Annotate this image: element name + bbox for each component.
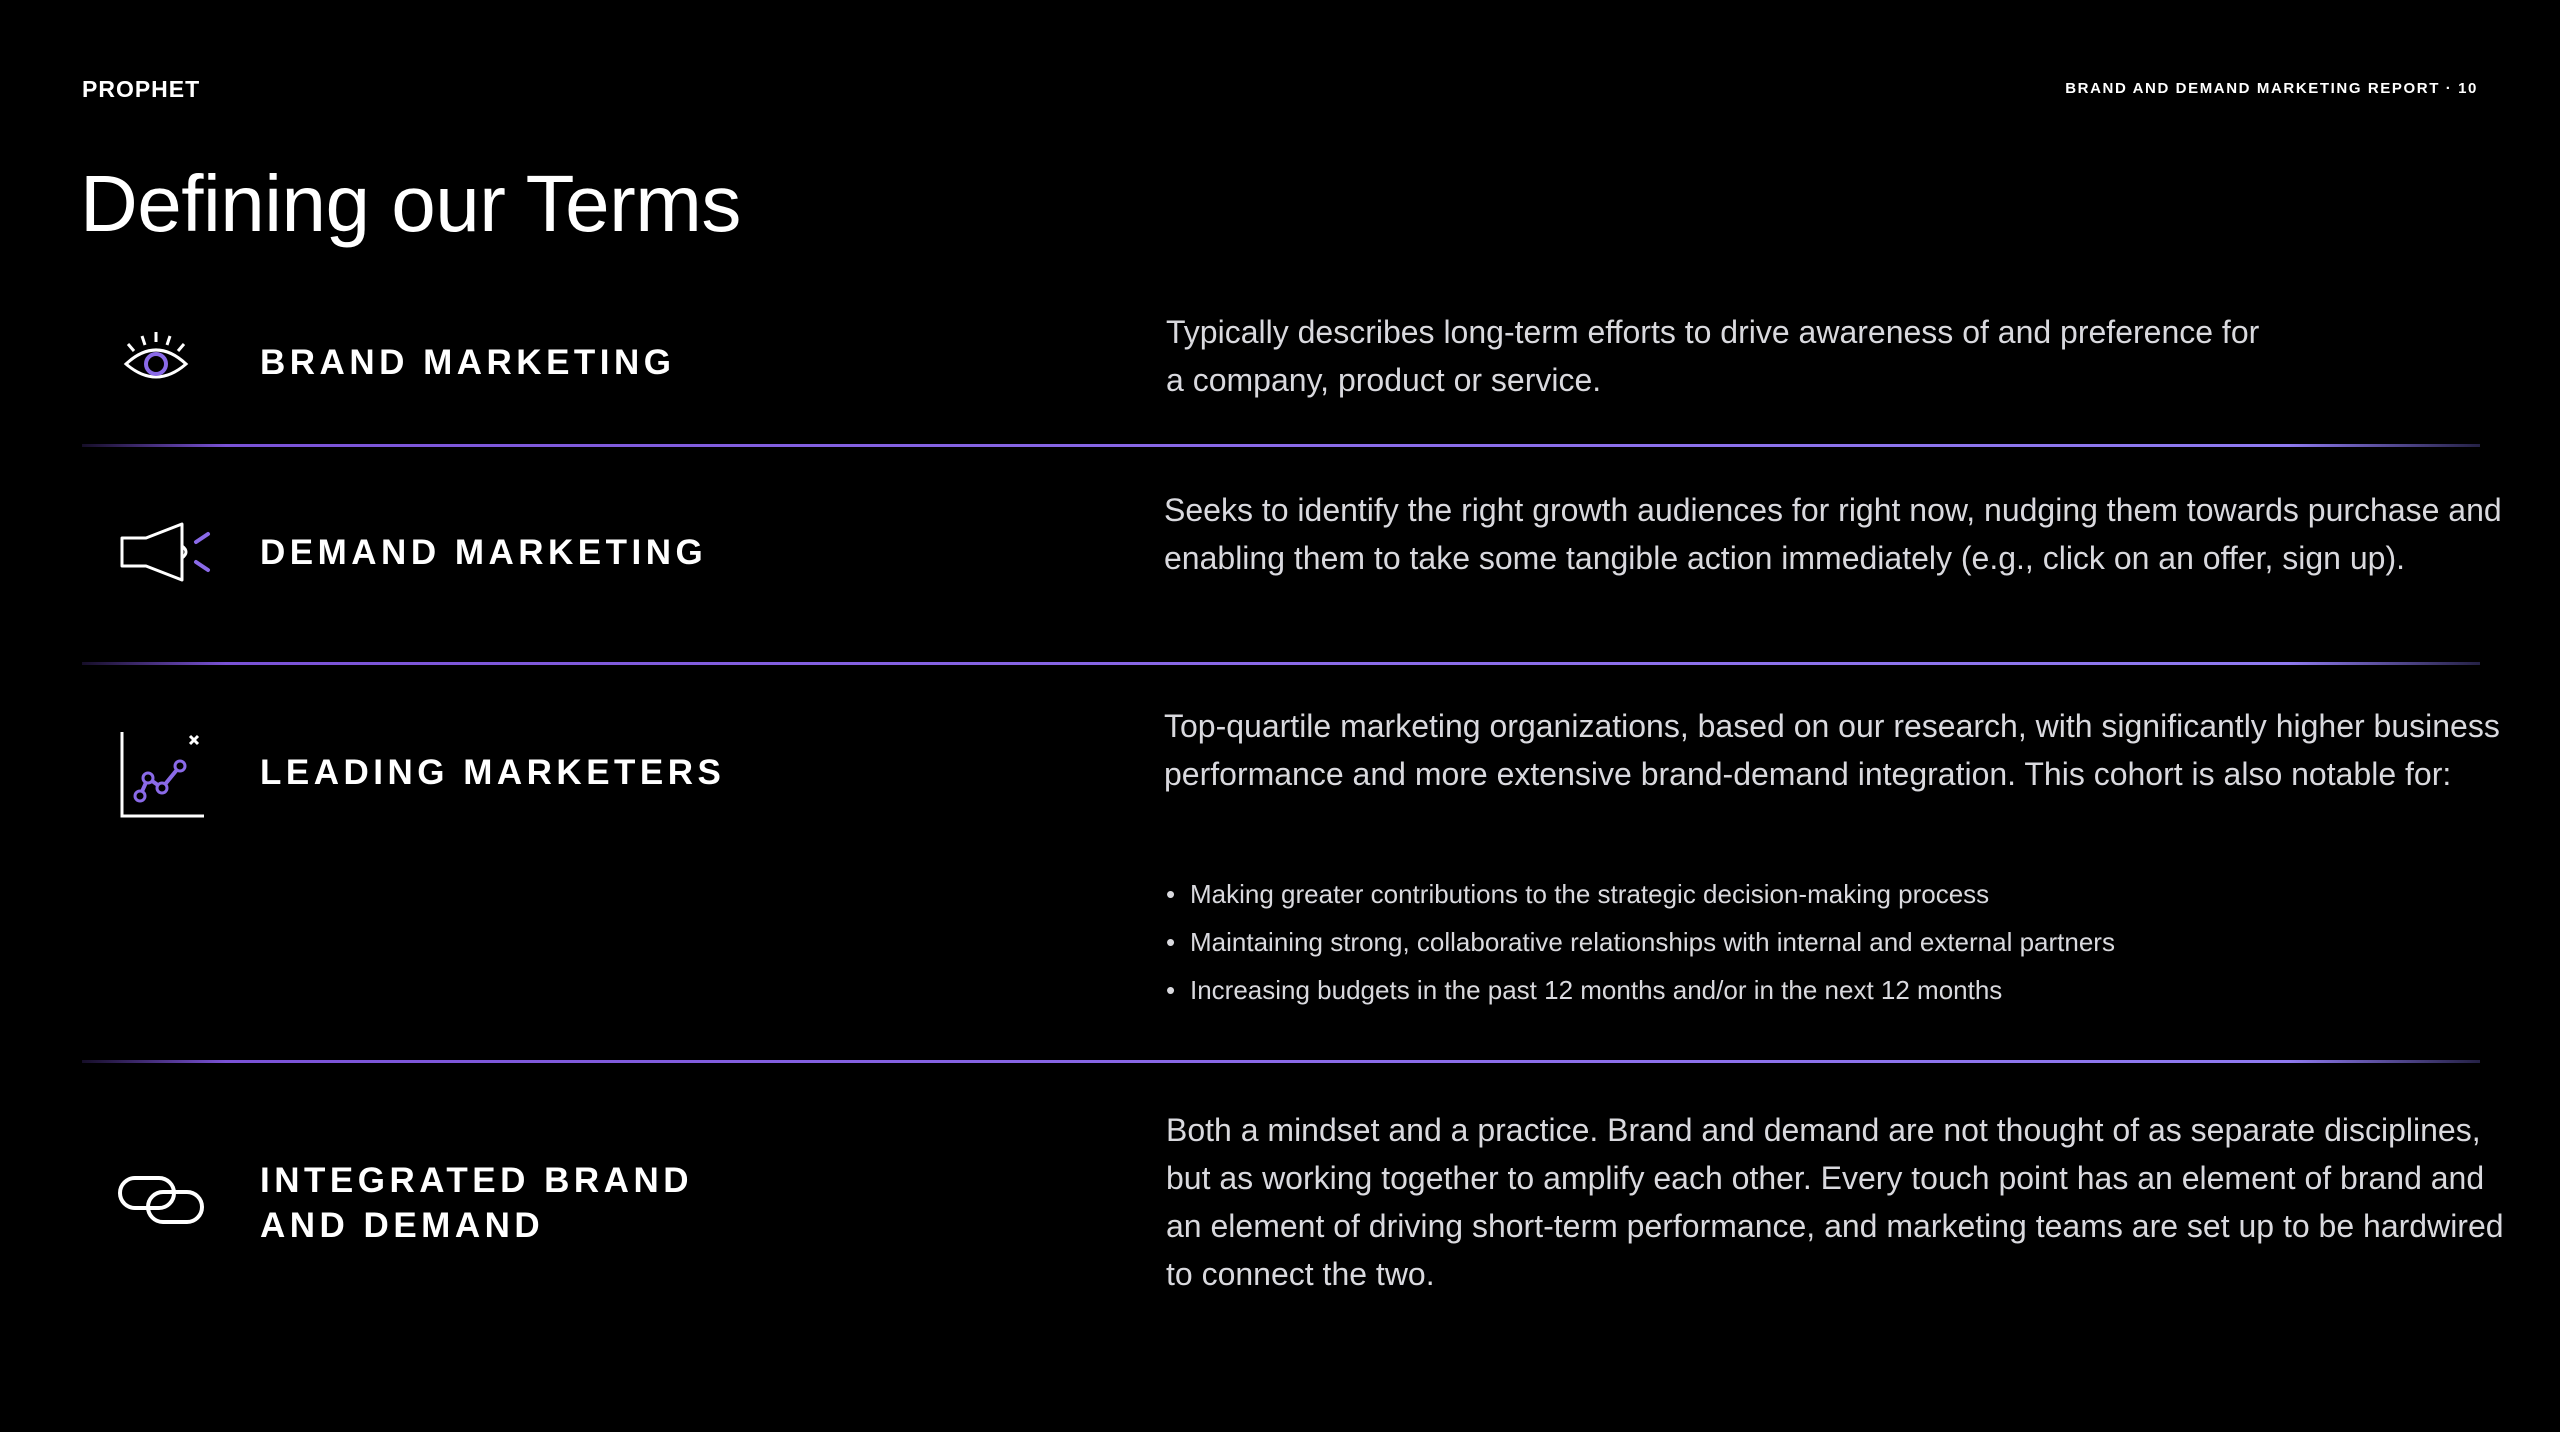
row-divider — [82, 444, 2480, 447]
eye-icon — [118, 328, 194, 388]
term-description: Both a mindset and a practice. Brand and demand are not thought of as separate disciplines, but as working together to amplify each other. Every touch point has an element of brand and an element of driving short-term performance, and marketing teams are set up to be hardwired to connect the two. — [1166, 1112, 2504, 1292]
report-page-label: BRAND AND DEMAND MARKETING REPORT · 10 — [2065, 80, 2478, 97]
chain-link-icon — [116, 1172, 206, 1228]
list-item: • Making greater contributions to the strategic decision-making process — [1166, 870, 2466, 918]
line-chart-icon — [118, 728, 208, 820]
list-item: • Maintaining strong, collaborative relationships with internal and external partners — [1166, 918, 2466, 966]
term-description: Typically describes long-term efforts to drive awareness of and preference for a company, product or service. — [1166, 314, 2260, 398]
notable-traits-list — [1166, 870, 2466, 1014]
term-label: DEMAND MARKETING — [260, 533, 708, 572]
term-row-integrated-brand-and-demand — [82, 1100, 2504, 1320]
term-description: Seeks to identify the right growth audiences for right now, nudging them towards purchase and enabling them to take some tangible action immediately (e.g., click on an offer, sign up). — [1164, 492, 2502, 576]
page-title: Defining our Terms — [80, 159, 741, 248]
term-row-demand-marketing — [82, 480, 2502, 650]
megaphone-icon — [118, 520, 214, 584]
term-description: Top-quartile marketing organizations, based on our research, with significantly higher business performance and more extensive brand-demand integration. This cohort is also notable for: — [1164, 708, 2500, 792]
row-divider — [82, 1060, 2480, 1063]
term-label: INTEGRATED BRAND AND DEMAND — [260, 1161, 694, 1245]
term-label: LEADING MARKETERS — [260, 753, 726, 792]
term-row-brand-marketing — [82, 300, 2480, 440]
term-row-leading-marketers — [82, 700, 2500, 1050]
list-item: • Increasing budgets in the past 12 months and/or in the next 12 months — [1166, 966, 2466, 1014]
row-divider — [82, 662, 2480, 665]
term-label: BRAND MARKETING — [260, 343, 676, 382]
logo: PROPHET — [82, 76, 201, 102]
